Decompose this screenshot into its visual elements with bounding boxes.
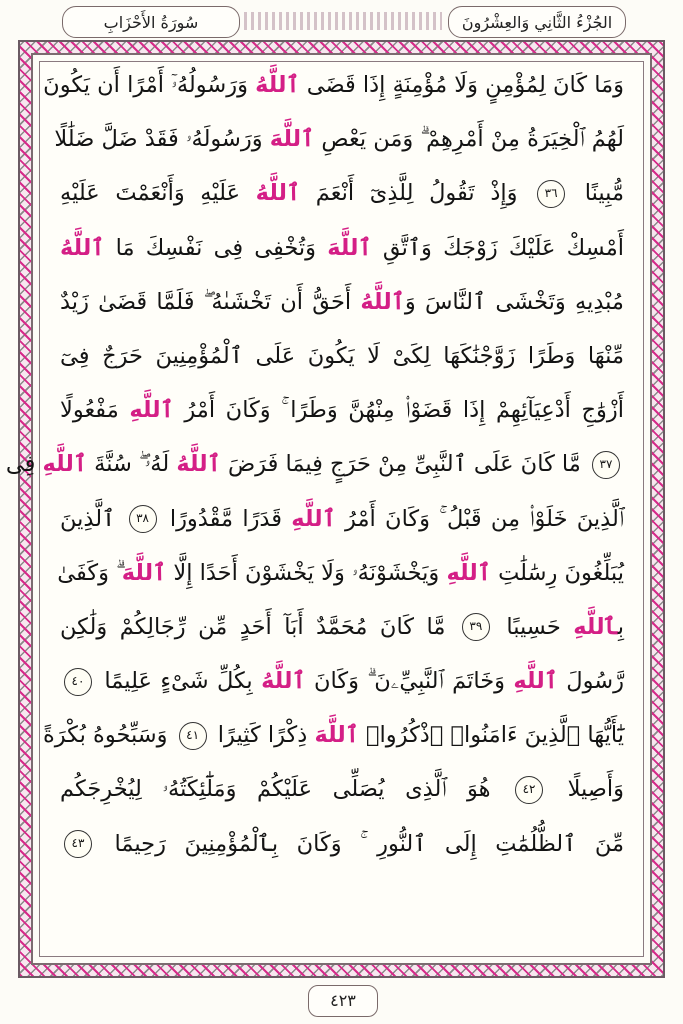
verse-text: وَرَسُولُهُۥٓ أَمْرًا أَن يَكُونَ xyxy=(43,72,256,98)
quran-text-block xyxy=(5,58,625,871)
verse-text: مَفْعُولًا xyxy=(60,397,130,424)
verse-text: حَسِيبًا xyxy=(493,613,574,640)
divine-name: ٱللَّهِ xyxy=(291,505,336,532)
text-line xyxy=(60,329,624,383)
verse-text: وَيَخْشَوْنَهُۥ وَلَا يَخْشَوْنَ أَحَدًا إِلَّا xyxy=(166,559,447,586)
verse-text: مُّبِينًا xyxy=(569,180,624,207)
ayah-number-marker: ٣٨ xyxy=(129,505,157,533)
verse-text: لَهُۥ ۖ سُنَّةَ xyxy=(87,451,177,478)
verse-text: وَإِذْ تَقُولُ لِلَّذِىٓ أَنْعَمَ xyxy=(300,180,534,207)
verse-text: وَأَصِيلًا xyxy=(547,776,625,803)
verse-text: وَمَا كَانَ لِمُؤْمِنٍ وَلَا مُؤْمِنَةٍ إِذَا قَضَى xyxy=(299,72,624,98)
ayah-number-marker: ٤١ xyxy=(179,722,207,750)
verse-text: وَرَسُولَهُۥ فَقَدْ ضَلَّ ضَلَٰلًا xyxy=(54,126,270,153)
verse-text: هُوَ ٱلَّذِى يُصَلِّى عَلَيْكُمْ وَمَلَٰٓئِكَتُهُۥ لِيُخْرِجَكُم xyxy=(60,776,512,803)
text-line xyxy=(60,600,624,654)
divine-name: ٱللَّهَ xyxy=(269,126,315,153)
text-line xyxy=(5,437,624,491)
verse-text: ۗ وَكَفَىٰ xyxy=(57,559,122,586)
text-line xyxy=(60,654,624,708)
text-line xyxy=(60,762,624,816)
verse-text: يُبَلِّغُونَ رِسَٰلَٰتِ xyxy=(490,559,624,586)
verse-text: وَتُخْفِى فِى نَفْسِكَ مَا xyxy=(104,234,328,261)
divine-name: ٱللَّهِ xyxy=(129,397,174,424)
verse-text: مِّنَ ٱلظُّلُمَٰتِ إِلَى ٱلنُّورِ ۚ وَكَانَ بِٱلْمُؤْمِنِينَ رَحِيمًا xyxy=(96,830,624,857)
verse-text: مَّا كَانَ عَلَى ٱلنَّبِىِّ مِنْ حَرَجٍ فِيمَا فَرَضَ xyxy=(220,451,588,478)
divine-name: ٱللَّهِ xyxy=(42,451,87,478)
verse-text: ٱلَّذِينَ xyxy=(60,505,125,532)
ayah-number-marker: ٣٦ xyxy=(537,180,565,208)
divine-name: ٱللَّهُ xyxy=(360,288,405,315)
text-line xyxy=(43,58,624,112)
divine-name: ٱللَّهِ xyxy=(573,613,618,640)
ayah-number-marker: ٤٠ xyxy=(64,668,92,696)
divine-name: ٱللَّهَ xyxy=(121,559,167,586)
verse-text: مِّنْهَا وَطَرًا زَوَّجْنَٰكَهَا لِكَىْ لَا يَكُونَ عَلَى ٱلْمُؤْمِنِينَ حَرَجٌ فِىٓ xyxy=(60,342,624,369)
divine-name: ٱللَّهَ xyxy=(327,234,372,261)
verse-text: وَسَبِّحُوهُ بُكْرَةً xyxy=(42,722,175,749)
verse-text: ٱلَّذِينَ خَلَوْا۟ مِن قَبْلُ ۚ وَكَانَ أَمْرُ xyxy=(335,505,624,532)
verse-text: أَحَقُّ أَن تَخْشَىٰهُ ۖ فَلَمَّا قَضَىٰ زَيْدٌ xyxy=(60,288,361,315)
divine-name: ٱللَّهُ xyxy=(255,72,300,98)
divine-name: ٱللَّهِ xyxy=(513,668,558,695)
verse-text: لَهُمُ ٱلْخِيَرَةُ مِنْ أَمْرِهِمْ ۗ وَمَن يَعْصِ xyxy=(314,126,624,153)
page-number: ٤٢٣ xyxy=(308,985,378,1017)
verse-text: فِى xyxy=(5,451,43,478)
divine-name: ٱللَّهَ xyxy=(314,722,359,749)
ayah-number-marker: ٣٧ xyxy=(592,451,620,479)
verse-text: يَٰٓأَيُّهَا ٱلَّذِينَ ءَامَنُوا۟ ٱذْكُرُوا۟ xyxy=(358,722,624,749)
verse-text: أَزْوَٰجِ أَدْعِيَآئِهِمْ إِذَا قَضَوْا۟ مِنْهُنَّ وَطَرًا ۚ وَكَانَ أَمْرُ xyxy=(173,397,624,424)
surah-name-label: سُورَةُ الأَحْزَابِ xyxy=(62,6,240,38)
text-line xyxy=(60,383,624,437)
juz-name-label: الجُزْءُ الثَّانِي وَالعِشْرُونَ xyxy=(448,6,626,38)
verse-text: ذِكْرًا كَثِيرًا xyxy=(210,722,315,749)
verse-text: بِكُلِّ شَىْءٍ عَلِيمًا xyxy=(96,668,262,695)
text-line xyxy=(60,492,624,546)
text-line xyxy=(54,112,624,166)
text-line xyxy=(42,708,624,762)
text-line xyxy=(60,166,624,220)
divine-name: ٱللَّهُ xyxy=(261,668,306,695)
verse-text: مَّا كَانَ مُحَمَّدٌ أَبَآ أَحَدٍ مِّن رِّجَالِكُمْ وَلَٰكِن xyxy=(60,613,458,640)
text-line xyxy=(60,275,624,329)
text-line xyxy=(57,546,624,600)
ayah-number-marker: ٤٣ xyxy=(64,830,92,858)
ayah-number-marker: ٤٢ xyxy=(515,776,543,804)
verse-text: أَمْسِكْ عَلَيْكَ زَوْجَكَ وَٱتَّقِ xyxy=(371,234,624,261)
verse-text: عَلَيْهِ وَأَنْعَمْتَ عَلَيْهِ xyxy=(60,180,256,207)
text-line xyxy=(60,817,624,871)
verse-text: بِ xyxy=(617,613,624,640)
verse-text: قَدَرًا مَّقْدُورًا xyxy=(160,505,292,532)
header-ornament xyxy=(244,12,442,30)
ayah-number-marker: ٣٩ xyxy=(462,613,490,641)
divine-name: ٱللَّهِ xyxy=(446,559,491,586)
divine-name: ٱللَّهُ xyxy=(255,180,301,207)
text-line xyxy=(60,221,624,275)
divine-name: ٱللَّهُ xyxy=(176,451,221,478)
verse-text: رَّسُولَ xyxy=(557,668,624,695)
verse-text: مُبْدِيهِ وَتَخْشَى ٱلنَّاسَ وَ xyxy=(404,288,624,315)
verse-text: وَخَاتَمَ ٱلنَّبِيِّۦنَ ۗ وَكَانَ xyxy=(305,668,514,695)
divine-name: ٱللَّهُ xyxy=(60,234,105,261)
